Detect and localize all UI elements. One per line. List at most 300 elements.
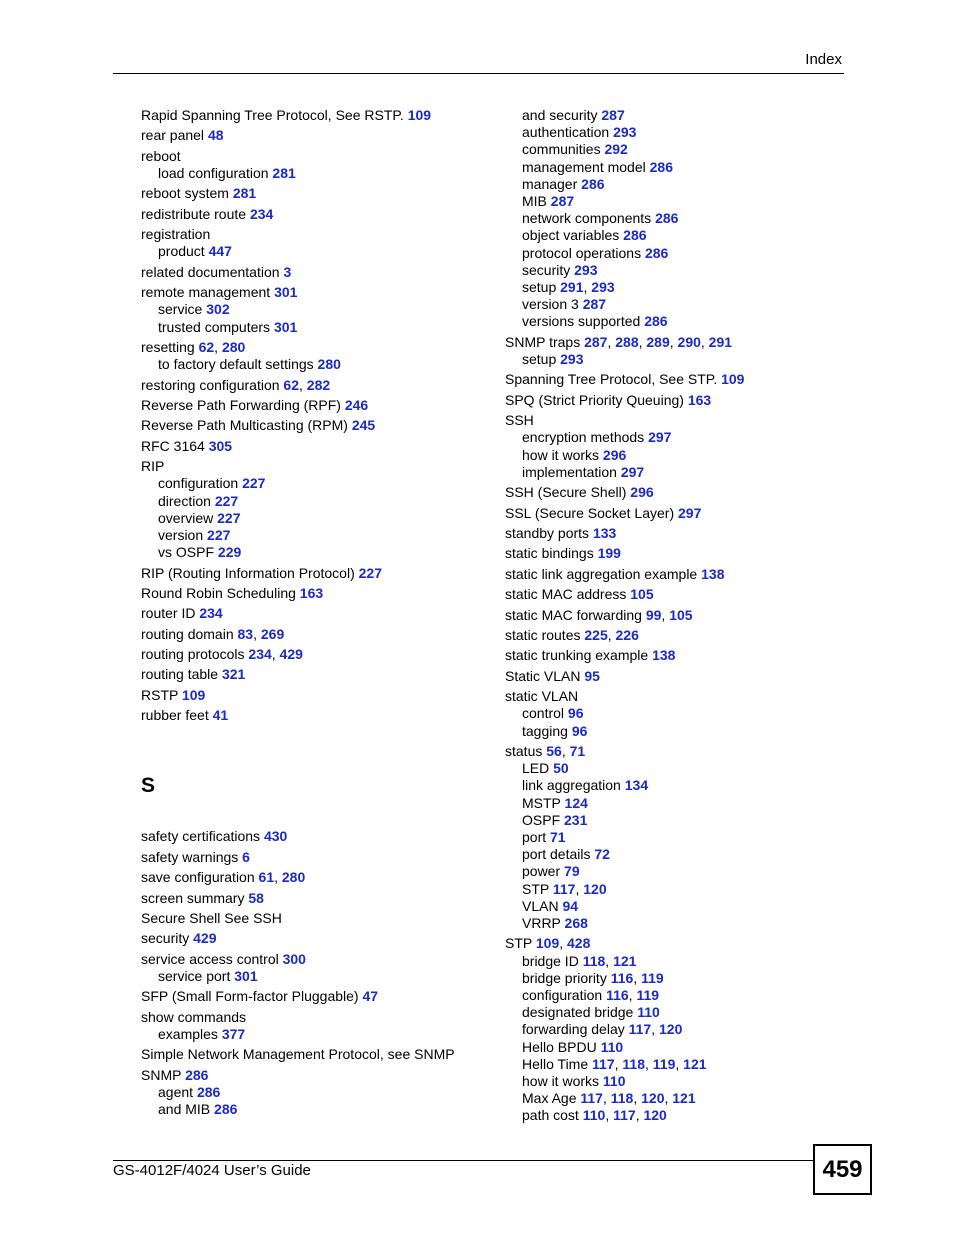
- page-ref-link[interactable]: 61: [258, 869, 275, 886]
- page-ref-link[interactable]: 58: [248, 889, 264, 906]
- index-entry: [141, 565, 491, 582]
- index-entry: [505, 668, 845, 685]
- index-entry-line: [141, 397, 491, 414]
- page-ref-link[interactable]: 138: [652, 647, 676, 664]
- index-entry: [141, 1046, 491, 1063]
- index-entry-line: status 56, 71: [505, 742, 586, 759]
- index-term: reboot: [141, 147, 181, 164]
- page-ref-link[interactable]: 163: [299, 584, 324, 601]
- index-entry: [505, 647, 845, 664]
- index-subentry: [141, 475, 491, 492]
- index-subentry: [505, 210, 845, 227]
- page-ref-link[interactable]: 229: [217, 544, 242, 561]
- index-subterm: agent: [158, 1083, 194, 1100]
- header-title: Index: [805, 51, 842, 68]
- index-entry: [141, 107, 491, 124]
- index-subterm: load configuration: [158, 164, 269, 181]
- page-ref-link[interactable]: 124: [564, 794, 588, 811]
- page-ref-link[interactable]: 118: [610, 1090, 634, 1107]
- page-ref-link[interactable]: 293: [560, 351, 584, 368]
- page-ref-link[interactable]: 227: [207, 526, 231, 543]
- page-ref-link[interactable]: 268: [564, 914, 588, 931]
- index-subterm: power: [522, 863, 561, 880]
- page-ref-link[interactable]: 227: [217, 509, 241, 526]
- page-ref-link[interactable]: 56: [546, 742, 562, 759]
- page-ref-link[interactable]: 117: [613, 1107, 636, 1124]
- page-ref-link[interactable]: 292: [604, 141, 628, 158]
- page-ref-link[interactable]: 286: [644, 313, 668, 330]
- index-term: SNMP traps: [505, 333, 581, 350]
- index-subterm: security: [522, 261, 571, 278]
- index-subentry: forwarding delay 117, 120: [522, 1021, 683, 1038]
- index-entry: [141, 438, 491, 455]
- page-ref-link[interactable]: 226: [615, 626, 639, 643]
- page-ref-link[interactable]: 301: [273, 318, 298, 335]
- page-ref-link[interactable]: 47: [362, 988, 379, 1005]
- page-ref-link[interactable]: 95: [584, 667, 600, 684]
- index-entry-line: [141, 206, 491, 223]
- page-ref-link[interactable]: 138: [701, 565, 725, 582]
- page-ref-link[interactable]: 269: [260, 625, 285, 642]
- index-entry: [141, 148, 491, 182]
- index-subterm: Hello BPDU: [522, 1038, 597, 1055]
- page-ref-link[interactable]: 447: [208, 243, 232, 260]
- page-ref-link[interactable]: 377: [221, 1025, 246, 1042]
- index-subentry: [505, 447, 845, 464]
- index-subentry: [505, 777, 845, 794]
- index-term: routing domain: [141, 625, 234, 642]
- index-entry: [505, 371, 845, 388]
- index-term: router ID: [141, 605, 196, 622]
- index-entry: [505, 505, 845, 522]
- index-entry-line: SNMP traps 287, 288, 289, 290, 291: [505, 333, 733, 350]
- page-ref-link[interactable]: 120: [583, 880, 607, 897]
- page-ref-link[interactable]: 280: [281, 869, 306, 886]
- index-entry: [505, 334, 845, 368]
- index-subterm: network components: [522, 210, 652, 227]
- page-ref-link[interactable]: 62: [283, 376, 299, 393]
- footer-rule: [113, 1160, 815, 1161]
- index-subentry: [505, 245, 845, 262]
- page-ref-link[interactable]: 305: [208, 437, 233, 454]
- page-ref-link[interactable]: 428: [567, 935, 591, 952]
- page-number: 459: [822, 1155, 863, 1183]
- index-subterm: OSPF: [522, 811, 561, 828]
- page-ref-link[interactable]: 234: [199, 605, 223, 622]
- index-subentry: [505, 464, 845, 481]
- index-subterm: MSTP: [522, 794, 561, 811]
- index-subentry: [505, 107, 845, 124]
- index-entry-line: routing domain 83, 269: [141, 625, 285, 642]
- index-subentry: [141, 544, 491, 561]
- page-ref-link[interactable]: 134: [624, 777, 649, 794]
- index-entry-line: [141, 687, 491, 704]
- index-subentry: [141, 1101, 491, 1118]
- page-ref-link[interactable]: 231: [564, 811, 588, 828]
- index-subentry: [505, 176, 845, 193]
- page-ref-link[interactable]: 293: [574, 261, 598, 278]
- page-ref-link[interactable]: 50: [553, 760, 569, 777]
- page-ref-link[interactable]: 296: [602, 446, 627, 463]
- index-entry-line: [141, 148, 491, 165]
- page-ref-link[interactable]: 286: [196, 1083, 221, 1100]
- page-ref-link[interactable]: 110: [600, 1038, 624, 1055]
- page-ref-link[interactable]: 110: [637, 1004, 660, 1021]
- index-letter-heading: S: [141, 774, 156, 798]
- index-entry-line: [141, 666, 491, 683]
- index-subentry: [505, 296, 845, 313]
- index-subentry: [141, 1026, 491, 1043]
- page-ref-link[interactable]: 6: [242, 848, 250, 865]
- index-entry-line: [505, 505, 845, 522]
- index-entry: [505, 607, 845, 624]
- page-ref-link[interactable]: 301: [274, 284, 298, 301]
- index-entry-line: [141, 1067, 491, 1084]
- index-subterm: bridge ID: [522, 952, 579, 969]
- index-term: static routes: [505, 626, 581, 643]
- index-subterm: how it works: [522, 446, 600, 463]
- index-subterm: vs OSPF: [158, 544, 215, 561]
- index-subterm: forwarding delay: [522, 1021, 625, 1038]
- index-entry: [141, 687, 491, 704]
- page-ref-link[interactable]: 430: [263, 828, 288, 845]
- page-ref-link[interactable]: 120: [643, 1107, 667, 1124]
- page-ref-link[interactable]: 227: [242, 475, 266, 492]
- index-subentry: Max Age 117, 118, 120, 121: [522, 1090, 696, 1107]
- page-ref-link[interactable]: 199: [597, 545, 621, 562]
- page-ref-link[interactable]: 116: [606, 986, 629, 1003]
- index-entry-line: [505, 525, 845, 542]
- index-term: related documentation: [141, 263, 280, 280]
- index-term: Simple Network Management Protocol, see SNMP: [141, 1046, 455, 1063]
- index-subterm: communities: [522, 141, 601, 158]
- index-subterm: Hello Time: [522, 1055, 589, 1072]
- index-subentry: [505, 1004, 845, 1021]
- index-entry: [141, 849, 491, 866]
- index-subterm: how it works: [522, 1072, 600, 1089]
- index-subterm: overview: [158, 509, 214, 526]
- page-ref-link[interactable]: 296: [630, 484, 654, 501]
- page-ref-link[interactable]: 121: [613, 952, 637, 969]
- page-ref-link[interactable]: 286: [655, 210, 679, 227]
- index-subentry: [141, 527, 491, 544]
- page-ref-link[interactable]: 110: [602, 1072, 626, 1089]
- index-subentry: [505, 863, 845, 880]
- header-rule: [113, 73, 844, 74]
- page-ref-link[interactable]: 121: [683, 1055, 707, 1072]
- index-term: static MAC address: [505, 586, 627, 603]
- page-ref-link[interactable]: 117: [580, 1090, 603, 1107]
- index-subterm: and MIB: [158, 1101, 211, 1118]
- index-term: safety warnings: [141, 848, 239, 865]
- index-entry: [505, 743, 845, 932]
- page-ref-link[interactable]: 286: [214, 1101, 238, 1118]
- index-entry: [505, 935, 845, 1124]
- index-term: SFP (Small Form-factor Pluggable): [141, 988, 359, 1005]
- index-term: RIP (Routing Information Protocol): [141, 564, 355, 581]
- index-subentry: [141, 356, 491, 373]
- page-ref-link[interactable]: 282: [306, 376, 331, 393]
- index-subentry: [141, 1084, 491, 1101]
- index-entry: [141, 127, 491, 144]
- index-entry: [505, 412, 845, 481]
- page-ref-link[interactable]: 289: [646, 333, 670, 350]
- page-ref-link[interactable]: 120: [659, 1021, 683, 1038]
- index-subterm: service port: [158, 967, 231, 984]
- page-ref-link[interactable]: 48: [207, 127, 224, 144]
- index-subentry: [505, 812, 845, 829]
- page-ref-link[interactable]: 225: [584, 626, 608, 643]
- page-ref-link[interactable]: 118: [622, 1055, 645, 1072]
- index-entry-line: [505, 647, 845, 664]
- page-number-box: [813, 1144, 872, 1195]
- page-ref-link[interactable]: 105: [630, 586, 654, 603]
- page-ref-link[interactable]: 246: [344, 396, 369, 413]
- index-subterm: and security: [522, 107, 598, 123]
- index-subterm: versions supported: [522, 313, 641, 330]
- index-term: screen summary: [141, 889, 245, 906]
- index-entry: [505, 627, 845, 644]
- index-subentry: [141, 493, 491, 510]
- page-ref-link[interactable]: 288: [615, 333, 639, 350]
- index-term: Rapid Spanning Tree Protocol, See RSTP.: [141, 107, 404, 123]
- page-ref-link[interactable]: 94: [562, 897, 579, 914]
- index-subterm: version 3: [522, 296, 579, 313]
- index-entry-line: [141, 417, 491, 434]
- index-entry: [141, 284, 491, 336]
- page-ref-link[interactable]: 117: [552, 880, 576, 897]
- index-subterm: control: [522, 705, 565, 722]
- index-subentry: path cost 110, 117, 120: [522, 1107, 667, 1124]
- index-subentry: Hello Time 117, 118, 119, 121: [522, 1055, 707, 1072]
- page-ref-link[interactable]: 83: [237, 625, 254, 642]
- page-ref-link[interactable]: 287: [550, 193, 575, 210]
- index-entry-line: [141, 828, 491, 845]
- index-term: static link aggregation example: [505, 565, 698, 582]
- page-ref-link[interactable]: 286: [623, 227, 647, 244]
- index-subterm: encryption methods: [522, 429, 645, 446]
- page-ref-link[interactable]: 287: [601, 107, 625, 123]
- page-ref-link[interactable]: 133: [592, 524, 617, 541]
- page-ref-link[interactable]: 105: [669, 606, 693, 623]
- index-subentry: [141, 243, 491, 260]
- index-entry: [141, 1067, 491, 1119]
- index-entry-line: [141, 910, 491, 927]
- page-ref-link[interactable]: 3: [283, 263, 292, 280]
- page-ref-link[interactable]: 234: [248, 646, 272, 663]
- index-entry-line: [141, 988, 491, 1005]
- index-term: SSL (Secure Socket Layer): [505, 504, 675, 521]
- index-entry: [141, 930, 491, 947]
- index-subterm: port: [522, 828, 547, 845]
- page-ref-link[interactable]: 119: [652, 1055, 676, 1072]
- page-ref-link[interactable]: 281: [232, 185, 257, 202]
- page-ref-link[interactable]: 234: [249, 205, 274, 222]
- index-entry-line: [505, 586, 845, 603]
- page-ref-link[interactable]: 297: [620, 463, 645, 480]
- page-ref-link[interactable]: 291: [560, 279, 584, 296]
- page-ref-link[interactable]: 321: [221, 666, 246, 683]
- page-ref-link[interactable]: 280: [317, 356, 341, 373]
- index-term: restoring configuration: [141, 376, 280, 393]
- page-ref-link[interactable]: 120: [641, 1090, 665, 1107]
- index-subterm: trusted computers: [158, 318, 271, 335]
- page-ref-link[interactable]: 96: [567, 705, 584, 722]
- page-ref-link[interactable]: 280: [221, 338, 246, 355]
- page-ref-link[interactable]: 109: [407, 107, 432, 123]
- index-subentry: [505, 760, 845, 777]
- page-ref-link[interactable]: 117: [592, 1055, 615, 1072]
- page-ref-link[interactable]: 302: [206, 301, 230, 318]
- page-ref-link[interactable]: 286: [581, 175, 605, 192]
- index-entry: [141, 377, 491, 394]
- index-subterm: bridge priority: [522, 969, 607, 986]
- page-ref-link[interactable]: 121: [672, 1090, 696, 1107]
- index-subentry: [505, 141, 845, 158]
- page-ref-link[interactable]: 71: [550, 828, 566, 845]
- index-term: service access control: [141, 950, 279, 967]
- page-ref-link[interactable]: 119: [641, 969, 664, 986]
- page-ref-link[interactable]: 297: [648, 429, 672, 446]
- page-ref-link[interactable]: 291: [708, 333, 733, 350]
- page-ref-link[interactable]: 119: [636, 986, 660, 1003]
- page-ref-link[interactable]: 293: [613, 124, 637, 141]
- page-ref-link[interactable]: 96: [571, 722, 588, 739]
- index-subentry: [505, 262, 845, 279]
- index-entry: [141, 397, 491, 414]
- index-subentry: [505, 846, 845, 863]
- index-entry-line: [141, 226, 491, 243]
- index-entry-line: [141, 930, 491, 947]
- page-ref-link[interactable]: 290: [677, 333, 701, 350]
- index-entry-line: [141, 951, 491, 968]
- index-subterm: VRRP: [522, 914, 561, 931]
- index-subentry: [505, 351, 845, 368]
- index-entry: [141, 206, 491, 223]
- page-ref-link[interactable]: 117: [628, 1021, 652, 1038]
- index-term: Secure Shell See SSH: [141, 910, 282, 926]
- index-subentry: [505, 193, 845, 210]
- index-subterm: configuration: [522, 986, 603, 1003]
- index-term: standby ports: [505, 524, 590, 541]
- index-entry: [141, 890, 491, 907]
- index-subterm: to factory default settings: [158, 356, 314, 373]
- index-entry-line: STP 109, 428: [505, 935, 591, 952]
- page-ref-link[interactable]: 163: [687, 391, 712, 408]
- page-ref-link[interactable]: 281: [272, 164, 296, 181]
- index-entry: [141, 910, 491, 927]
- page-ref-link[interactable]: 109: [721, 371, 745, 388]
- index-subterm: setup: [522, 351, 557, 368]
- page-ref-link[interactable]: 287: [584, 333, 608, 350]
- page-ref-link[interactable]: 109: [535, 935, 560, 952]
- index-term: Spanning Tree Protocol, See STP.: [505, 371, 718, 388]
- page-ref-link[interactable]: 293: [591, 279, 615, 296]
- index-subentry: [505, 915, 845, 932]
- index-subentry: [505, 429, 845, 446]
- page-ref-link[interactable]: 287: [582, 296, 607, 313]
- index-entry-line: [141, 707, 491, 724]
- index-term: resetting: [141, 338, 195, 355]
- index-entry-line: [141, 458, 491, 475]
- index-subterm: product: [158, 243, 205, 260]
- index-entry: [141, 646, 491, 663]
- index-subterm: configuration: [158, 475, 239, 492]
- page-ref-link[interactable]: 79: [564, 863, 580, 880]
- index-term: safety certifications: [141, 828, 261, 845]
- index-term: rear panel: [141, 127, 205, 144]
- page-ref-link[interactable]: 118: [582, 952, 606, 969]
- index-subentry: [505, 313, 845, 330]
- page-ref-link[interactable]: 41: [212, 707, 229, 724]
- page-ref-link[interactable]: 227: [214, 492, 239, 509]
- page-ref-link[interactable]: 286: [649, 158, 673, 175]
- index-subentry: bridge priority 116, 119: [522, 969, 664, 986]
- index-term: SSH: [505, 412, 534, 429]
- index-term: reboot system: [141, 185, 229, 202]
- page-ref-link[interactable]: 62: [198, 338, 215, 355]
- index-entry-line: [141, 585, 491, 602]
- index-entry-line: [505, 688, 845, 705]
- index-subentry: [505, 1039, 845, 1056]
- page-ref-link[interactable]: 71: [569, 742, 586, 759]
- index-subterm: version: [158, 526, 204, 543]
- page-ref-link[interactable]: 429: [193, 930, 217, 947]
- index-entry: [141, 626, 491, 643]
- index-term: SNMP: [141, 1066, 182, 1083]
- index-entry: [141, 869, 491, 886]
- index-entry-line: [141, 565, 491, 582]
- page-ref-link[interactable]: 99: [645, 606, 662, 623]
- page-ref-link[interactable]: 301: [234, 967, 258, 984]
- index-subterm: setup: [522, 279, 557, 296]
- index-subterm: Max Age: [522, 1090, 577, 1107]
- page-ref-link[interactable]: 429: [279, 646, 303, 663]
- page-ref-link[interactable]: 109: [181, 686, 206, 703]
- index-entry-line: [505, 392, 845, 409]
- index-subentry: [505, 829, 845, 846]
- page-ref-link[interactable]: 227: [358, 564, 382, 581]
- index-entry: [141, 1009, 491, 1043]
- index-term: Round Robin Scheduling: [141, 584, 296, 601]
- index-entry: [141, 458, 491, 561]
- index-entry: [505, 566, 845, 583]
- index-term: static trunking example: [505, 647, 649, 664]
- index-subterm: tagging: [522, 722, 568, 739]
- index-entry: [505, 586, 845, 603]
- page-ref-link[interactable]: 72: [594, 846, 610, 863]
- index-term: static bindings: [505, 545, 594, 562]
- index-entry-line: [141, 438, 491, 455]
- page-ref-link[interactable]: 286: [185, 1066, 209, 1083]
- page-ref-link[interactable]: 110: [582, 1107, 606, 1124]
- page-ref-link[interactable]: 297: [678, 504, 702, 521]
- index-entry: [141, 585, 491, 602]
- index-subterm: examples: [158, 1025, 218, 1042]
- index-entry-line: [505, 566, 845, 583]
- index-subterm: LED: [522, 760, 550, 777]
- page-ref-link[interactable]: 116: [610, 969, 634, 986]
- index-entry: [141, 666, 491, 683]
- index-subterm: designated bridge: [522, 1004, 634, 1021]
- index-term: save configuration: [141, 869, 255, 886]
- page-ref-link[interactable]: 300: [282, 950, 306, 967]
- page-ref-link[interactable]: 286: [644, 244, 669, 261]
- index-term: static VLAN: [505, 688, 579, 705]
- index-entry-line: static routes 225, 226: [505, 626, 639, 643]
- index-subterm: management model: [522, 158, 646, 175]
- page-ref-link[interactable]: 245: [351, 417, 376, 434]
